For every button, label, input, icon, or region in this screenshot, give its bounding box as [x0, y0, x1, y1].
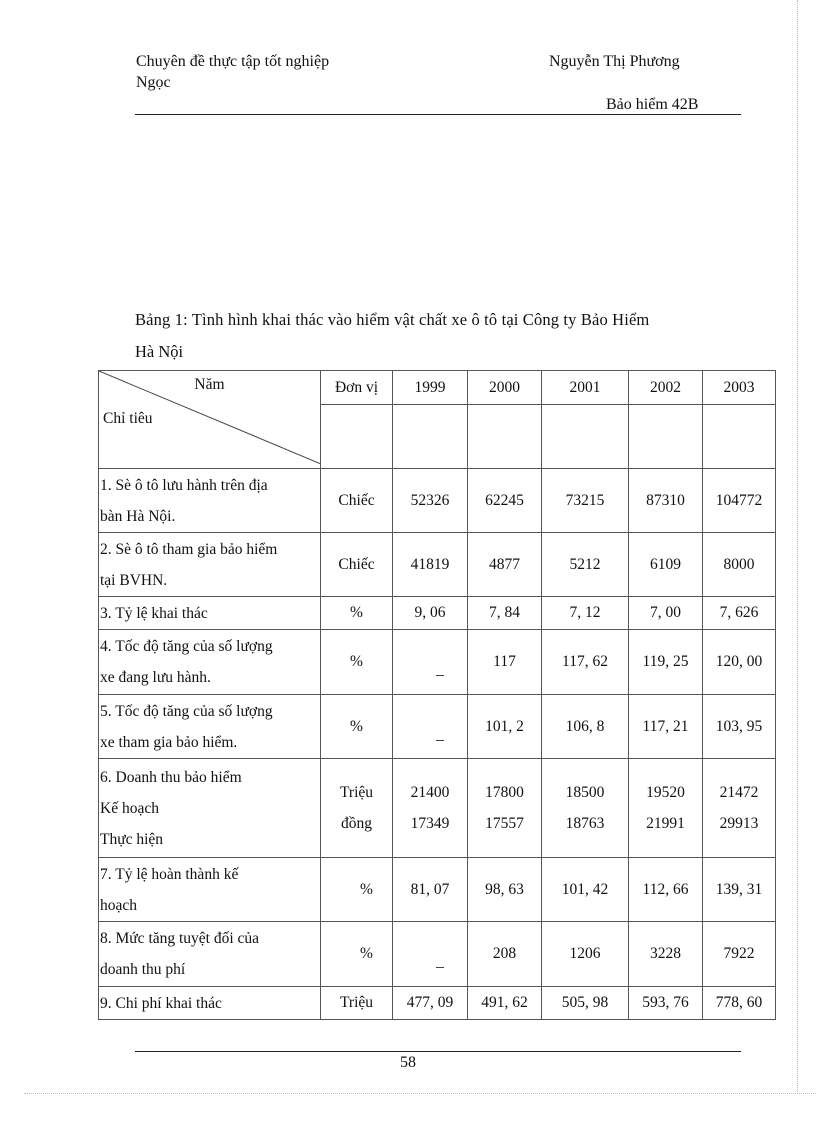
criteria-cell: 6. Doanh thu bảo hiểm Kế hoạch Thực hiện	[99, 759, 321, 858]
value-cell: _	[393, 922, 468, 987]
value-cell: 62245	[468, 469, 542, 533]
page-number: 58	[400, 1054, 416, 1071]
value-cell: 505, 98	[542, 987, 629, 1020]
value-cell: 7, 84	[468, 597, 542, 630]
value-cell: 117, 62	[542, 630, 629, 695]
criteria-cell: 8. Mức tăng tuyệt đối của doanh thu phí	[99, 922, 321, 987]
corner-header-cell	[99, 371, 321, 469]
criteria-cell: 1. Sè ô tô lưu hành trên địa bàn Hà Nội.	[99, 469, 321, 533]
unit-cell: Chiếc	[321, 533, 393, 597]
corner-criteria-label: Chỉ tiêu	[103, 410, 153, 427]
value-cell: _	[393, 630, 468, 695]
value-cell: 81, 07	[393, 858, 468, 922]
criteria-cell: 9. Chi phí khai thác	[99, 987, 321, 1020]
value-cell: 21472 29913	[703, 759, 776, 858]
header-class: Bảo hiểm 42B	[606, 96, 699, 113]
table-row	[99, 922, 776, 987]
year-header: 2002	[629, 371, 703, 405]
empty-cell	[703, 405, 776, 469]
caption-line-2: Hà Nội	[135, 342, 184, 361]
empty-cell	[542, 405, 629, 469]
value-cell: 139, 31	[703, 858, 776, 922]
unit-cell: %	[321, 597, 393, 630]
empty-cell	[468, 405, 542, 469]
value-cell: 73215	[542, 469, 629, 533]
empty-cell	[321, 405, 393, 469]
year-header: 1999	[393, 371, 468, 405]
caption-line-1: Bảng 1: Tình hình khai thác vào hiểm vật chất xe ô tô tại Công ty Bảo Hiểm	[135, 310, 650, 329]
header-left-title: Chuyên đề thực tập tốt nghiệp	[136, 53, 330, 70]
criteria-cell: 4. Tốc độ tăng của số lượng xe đang lưu hành.	[99, 630, 321, 695]
value-cell: 6109	[629, 533, 703, 597]
unit-cell: %	[321, 695, 393, 759]
unit-cell: %	[321, 922, 393, 987]
table-row	[99, 469, 776, 533]
table-row	[99, 987, 776, 1020]
table-header-row	[99, 371, 776, 405]
criteria-cell: 3. Tỷ lệ khai thác	[99, 597, 321, 630]
table-row	[99, 630, 776, 695]
year-header: 2001	[542, 371, 629, 405]
value-cell: 7, 00	[629, 597, 703, 630]
table-row	[99, 858, 776, 922]
empty-cell	[629, 405, 703, 469]
table-row	[99, 695, 776, 759]
unit-header: Đơn vị	[321, 371, 393, 405]
header-author: Nguyễn Thị Phương	[549, 53, 680, 70]
table-caption	[135, 304, 745, 368]
unit-cell: Triệu đồng	[321, 759, 393, 858]
criteria-cell: 7. Tỷ lệ hoàn thành kế hoạch	[99, 858, 321, 922]
value-cell: 21400 17349	[393, 759, 468, 858]
value-cell: 120, 00	[703, 630, 776, 695]
value-cell: 9, 06	[393, 597, 468, 630]
unit-cell: %	[321, 630, 393, 695]
corner-year-label: Năm	[194, 376, 225, 393]
table-row	[99, 759, 776, 858]
table-row	[99, 533, 776, 597]
value-cell: 101, 42	[542, 858, 629, 922]
year-header: 2003	[703, 371, 776, 405]
unit-cell: %	[321, 858, 393, 922]
value-cell: 41819	[393, 533, 468, 597]
value-cell: 106, 8	[542, 695, 629, 759]
value-cell: 103, 95	[703, 695, 776, 759]
value-cell: 18500 18763	[542, 759, 629, 858]
value-cell: 491, 62	[468, 987, 542, 1020]
value-cell: 778, 60	[703, 987, 776, 1020]
insurance-table	[98, 370, 776, 1020]
value-cell: 17800 17557	[468, 759, 542, 858]
value-cell: 1206	[542, 922, 629, 987]
value-cell: 98, 63	[468, 858, 542, 922]
value-cell: 112, 66	[629, 858, 703, 922]
criteria-cell: 5. Tốc độ tăng của số lượng xe tham gia bảo hiểm.	[99, 695, 321, 759]
year-header: 2000	[468, 371, 542, 405]
empty-cell	[393, 405, 468, 469]
header-left-continuation: Ngọc	[136, 74, 171, 91]
value-cell: 19520 21991	[629, 759, 703, 858]
value-cell: 117	[468, 630, 542, 695]
criteria-cell: 2. Sè ô tô tham gia bảo hiểm tại BVHN.	[99, 533, 321, 597]
value-cell: 5212	[542, 533, 629, 597]
value-cell: 8000	[703, 533, 776, 597]
value-cell: 7922	[703, 922, 776, 987]
value-cell: 101, 2	[468, 695, 542, 759]
value-cell: 208	[468, 922, 542, 987]
header-rule	[135, 114, 741, 115]
footer-rule	[135, 1051, 741, 1052]
unit-cell: Triệu	[321, 987, 393, 1020]
unit-cell: Chiếc	[321, 469, 393, 533]
value-cell: 52326	[393, 469, 468, 533]
value-cell: 7, 12	[542, 597, 629, 630]
value-cell: 87310	[629, 469, 703, 533]
page-edge-dotted	[24, 1093, 816, 1094]
value-cell: 593, 76	[629, 987, 703, 1020]
value-cell: 477, 09	[393, 987, 468, 1020]
page-edge-dotted-vertical	[797, 0, 798, 1094]
value-cell: _	[393, 695, 468, 759]
value-cell: 7, 626	[703, 597, 776, 630]
value-cell: 117, 21	[629, 695, 703, 759]
value-cell: 3228	[629, 922, 703, 987]
value-cell: 119, 25	[629, 630, 703, 695]
table-row	[99, 597, 776, 630]
value-cell: 104772	[703, 469, 776, 533]
value-cell: 4877	[468, 533, 542, 597]
